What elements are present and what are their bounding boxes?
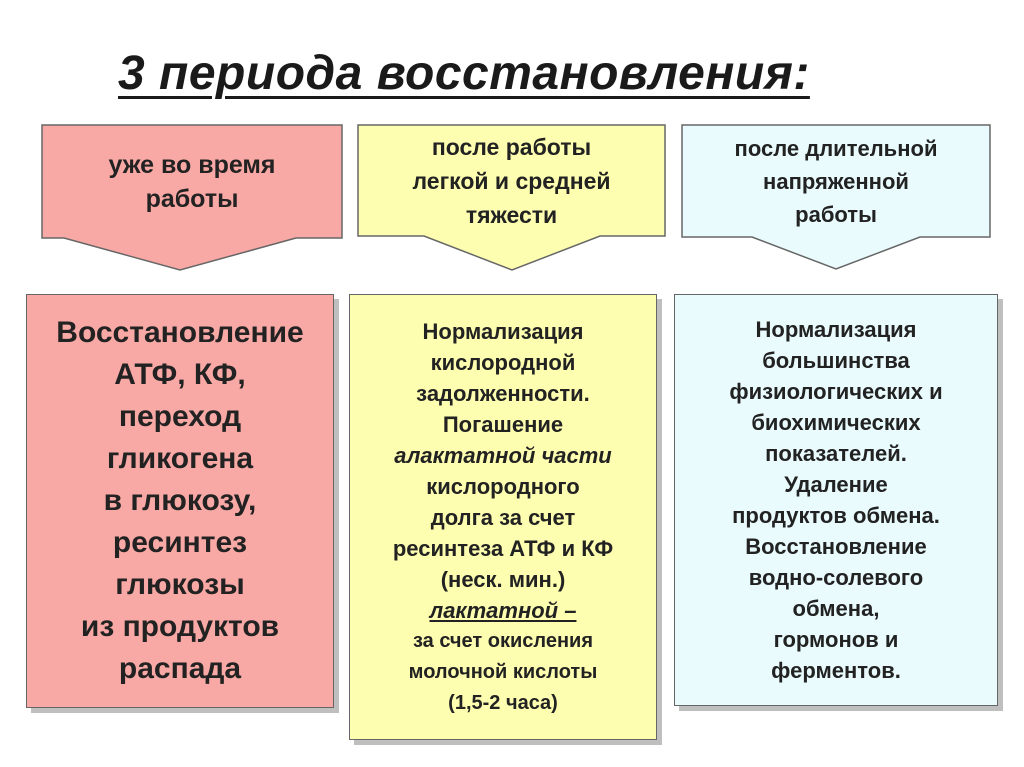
box2-line-alactic: алактатной части — [394, 442, 612, 468]
recovery-box-3-text — [729, 314, 942, 686]
box3-line: показателей. — [765, 441, 907, 466]
recovery-box-2 — [349, 294, 657, 740]
header-2-text: после работы легкой и средней тяжести — [412, 134, 611, 228]
box2-line: (1,5-2 часа) — [448, 691, 558, 714]
box2-line: (неск. мин.) — [440, 566, 566, 592]
box1-line: АТФ, КФ, — [114, 358, 246, 391]
header-3-text: после длительной напряженной работы — [734, 135, 938, 227]
box3-line: ферментов. — [771, 658, 901, 683]
box2-line: кислородного — [426, 473, 580, 499]
box2-line: долга за счет — [430, 504, 576, 530]
box2-line-lactic: лактатной – — [429, 597, 577, 623]
box3-line: обмена, — [792, 596, 880, 621]
box1-line: глюкозы — [115, 568, 245, 601]
header-3 — [682, 126, 990, 236]
box2-line: Погашение — [442, 411, 564, 437]
box3-line: водно-солевого — [748, 565, 924, 590]
recovery-box-3 — [674, 294, 998, 706]
box2-line: молочной кислоты — [408, 660, 598, 683]
box1-line: в глюкозу, — [103, 484, 257, 517]
box1-line: ресинтез — [112, 526, 248, 559]
box1-line: из продуктов — [80, 610, 280, 643]
box1-line: гликогена — [106, 442, 254, 475]
header-1-text: уже во время работы — [108, 151, 276, 213]
box2-line: кислородной — [430, 349, 576, 375]
header-1 — [42, 126, 342, 238]
box3-line: физиологических и — [729, 379, 943, 404]
header-2 — [358, 126, 665, 236]
recovery-box-2-text — [393, 316, 613, 719]
box3-line: гормонов и — [773, 627, 899, 652]
box2-line: задолженности. — [416, 380, 590, 406]
box3-line: продуктов обмена. — [732, 503, 940, 528]
box3-line: большинства — [762, 348, 910, 373]
box3-line: биохимических — [751, 410, 921, 435]
box3-line: Восстановление — [745, 534, 927, 559]
recovery-box-1-text — [56, 312, 303, 690]
box3-line: Нормализация — [755, 317, 917, 342]
box2-line: за счет окисления — [412, 629, 594, 652]
box1-line: распада — [118, 652, 242, 685]
box2-line: Нормализация — [422, 318, 584, 344]
box1-line: Восстановление — [56, 316, 304, 349]
box3-line: Удаление — [784, 472, 888, 497]
box1-line: переход — [118, 400, 242, 433]
page-title: 3 периода восстановления: — [118, 47, 810, 100]
box2-line: ресинтеза АТФ и КФ — [392, 535, 614, 561]
recovery-box-1 — [26, 294, 334, 708]
